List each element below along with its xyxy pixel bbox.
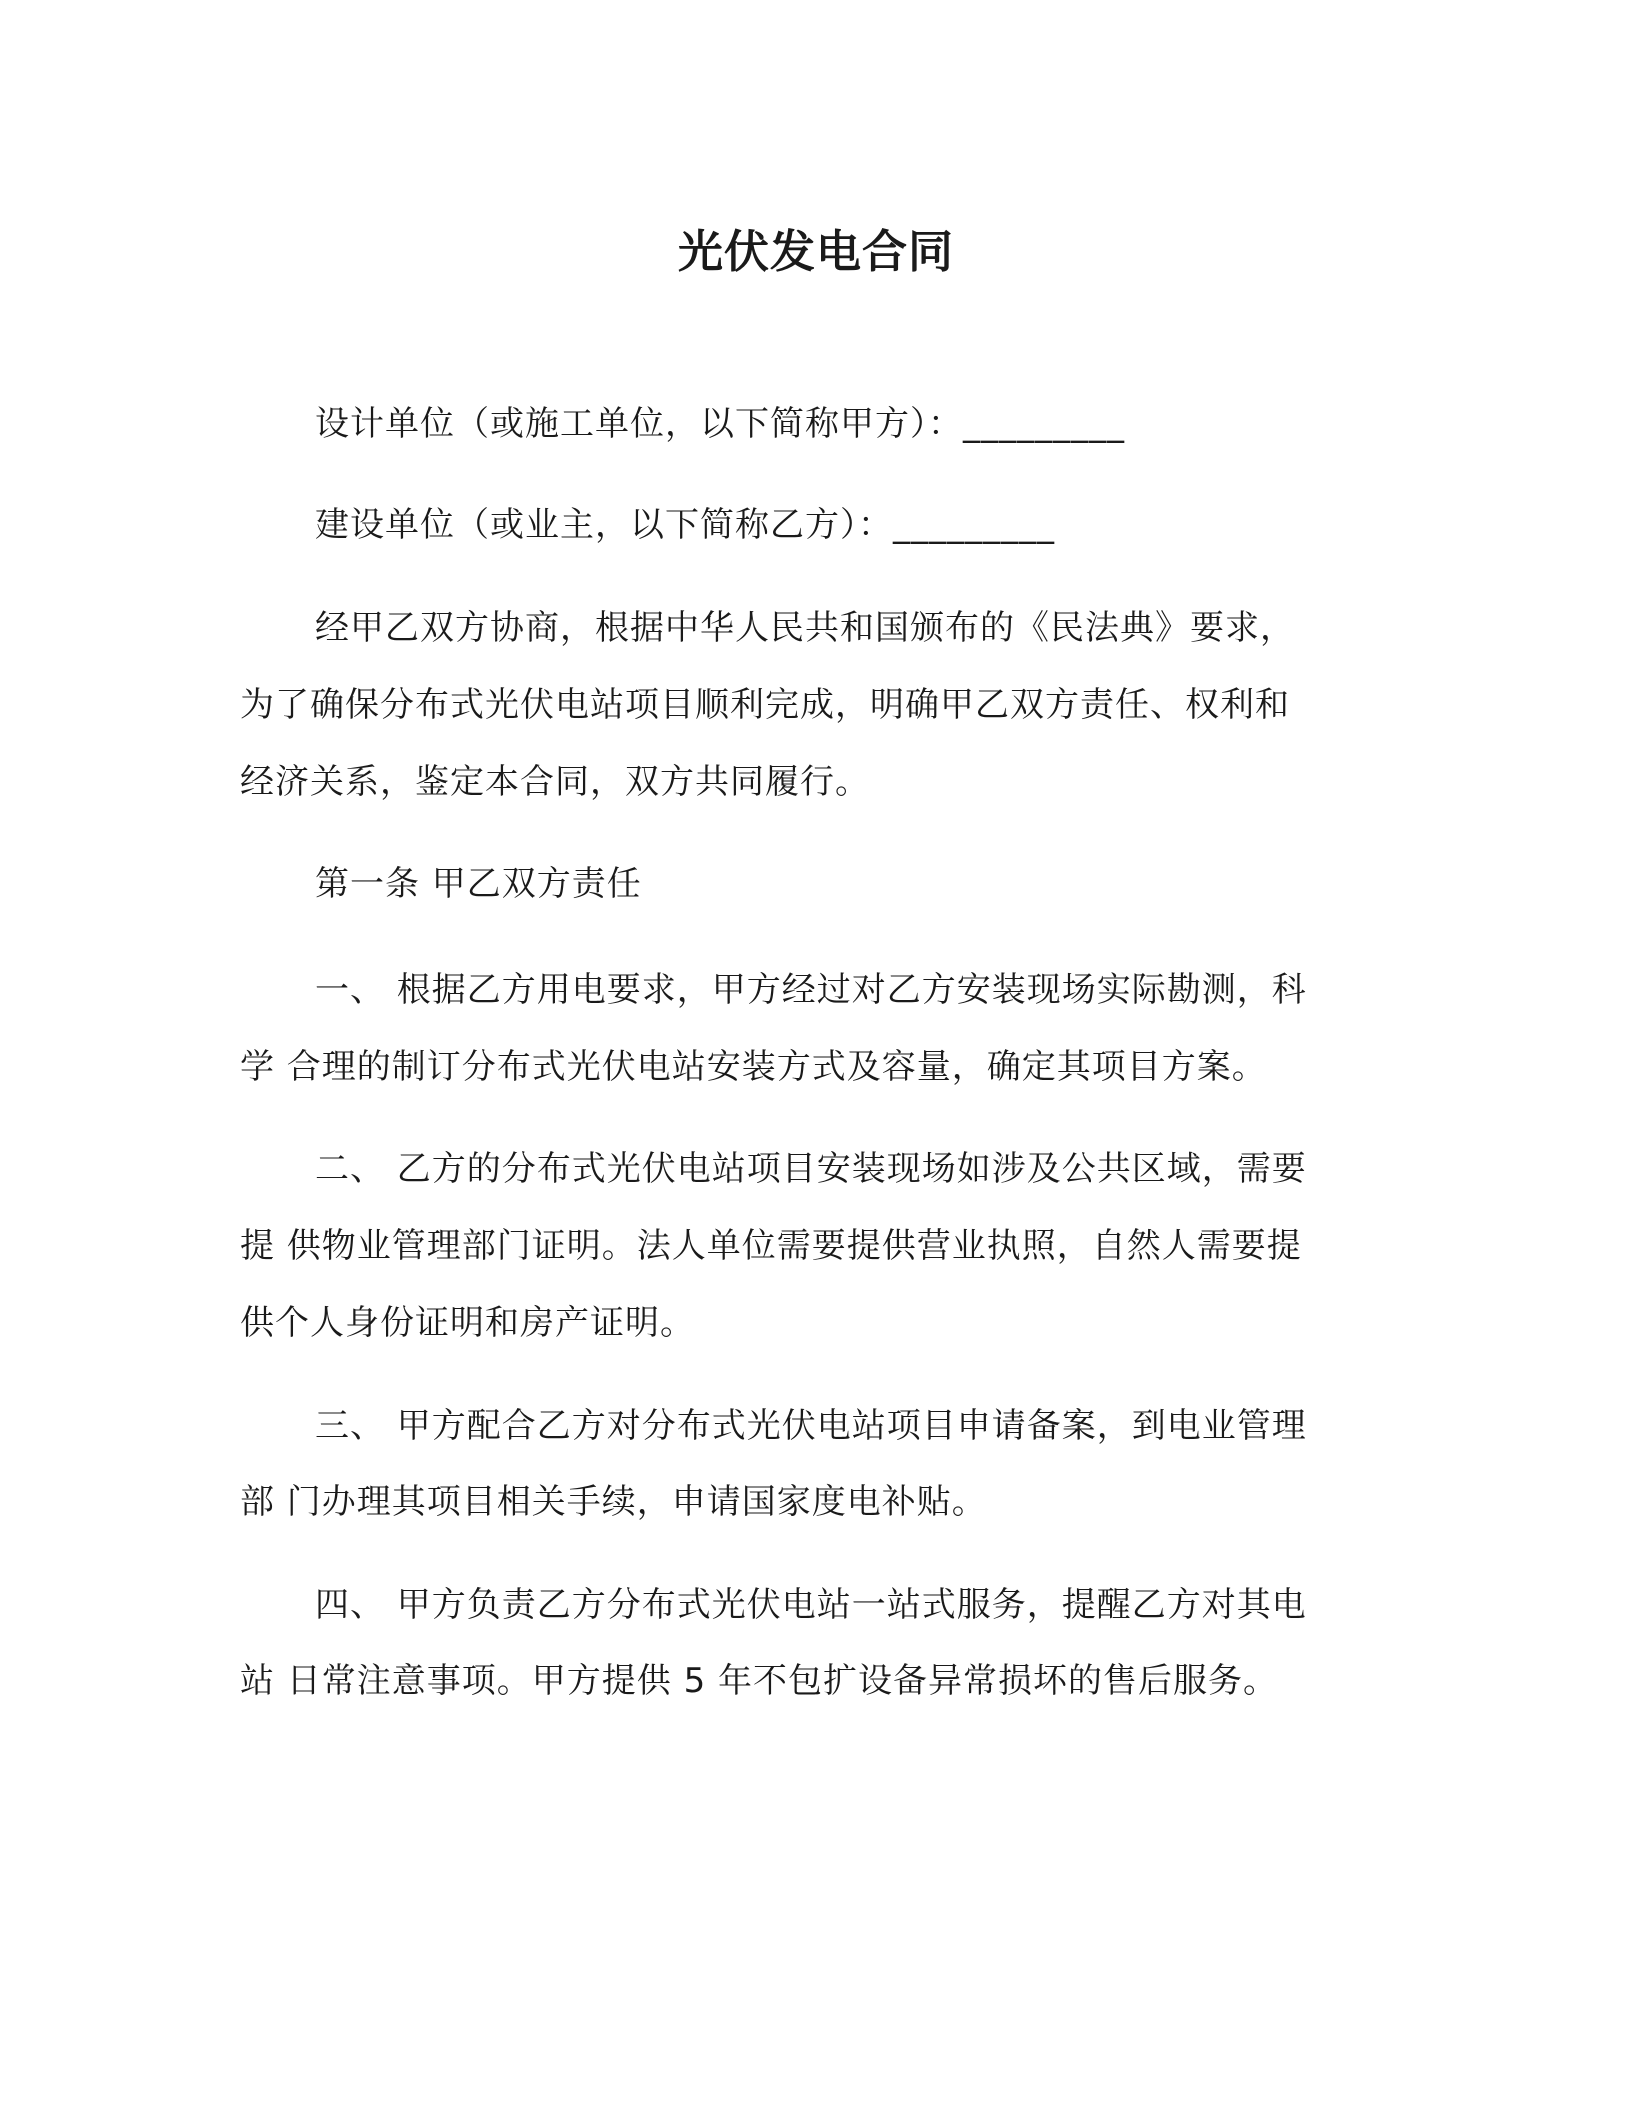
clause-2-line-3: 供个人身份证明和房产证明。 [240, 1303, 695, 1343]
clause-3-line-1: 三、 甲方配合乙方对分布式光伏电站项目申请备案，到电业管理 [315, 1406, 1307, 1446]
intro-line-3: 经济关系，鉴定本合同，双方共同履行。 [240, 762, 870, 802]
clause-3-line-2: 部 门办理其项目相关手续，申请国家度电补贴。 [240, 1482, 987, 1522]
clause-2-line-1: 二、 乙方的分布式光伏电站项目安装现场如涉及公共区域，需要 [315, 1149, 1307, 1189]
party-a-line: 设计单位（或施工单位，以下简称甲方）：_________ [315, 404, 1125, 444]
clause-2-line-2: 提 供物业管理部门证明。法人单位需要提供营业执照，自然人需要提 [240, 1226, 1302, 1266]
clause-4-line-2: 站 日常注意事项。甲方提供 5 年不包扩设备异常损坏的售后服务。 [240, 1661, 1279, 1701]
clause-1-line-2: 学 合理的制订分布式光伏电站安装方式及容量，确定其项目方案。 [240, 1047, 1267, 1087]
clause-4-line-1: 四、 甲方负责乙方分布式光伏电站一站式服务，提醒乙方对其电 [315, 1585, 1307, 1625]
article-1-heading: 第一条 甲乙双方责任 [315, 864, 642, 904]
document-title: 光伏发电合同 [677, 225, 954, 278]
intro-line-2: 为了确保分布式光伏电站项目顺利完成，明确甲乙双方责任、权利和 [240, 685, 1290, 725]
party-b-line: 建设单位（或业主，以下简称乙方）：_________ [315, 505, 1055, 545]
clause-1-line-1: 一、 根据乙方用电要求，甲方经过对乙方安装现场实际勘测，科 [315, 970, 1307, 1010]
intro-line-1: 经甲乙双方协商，根据中华人民共和国颁布的《民法典》要求， [315, 608, 1295, 648]
